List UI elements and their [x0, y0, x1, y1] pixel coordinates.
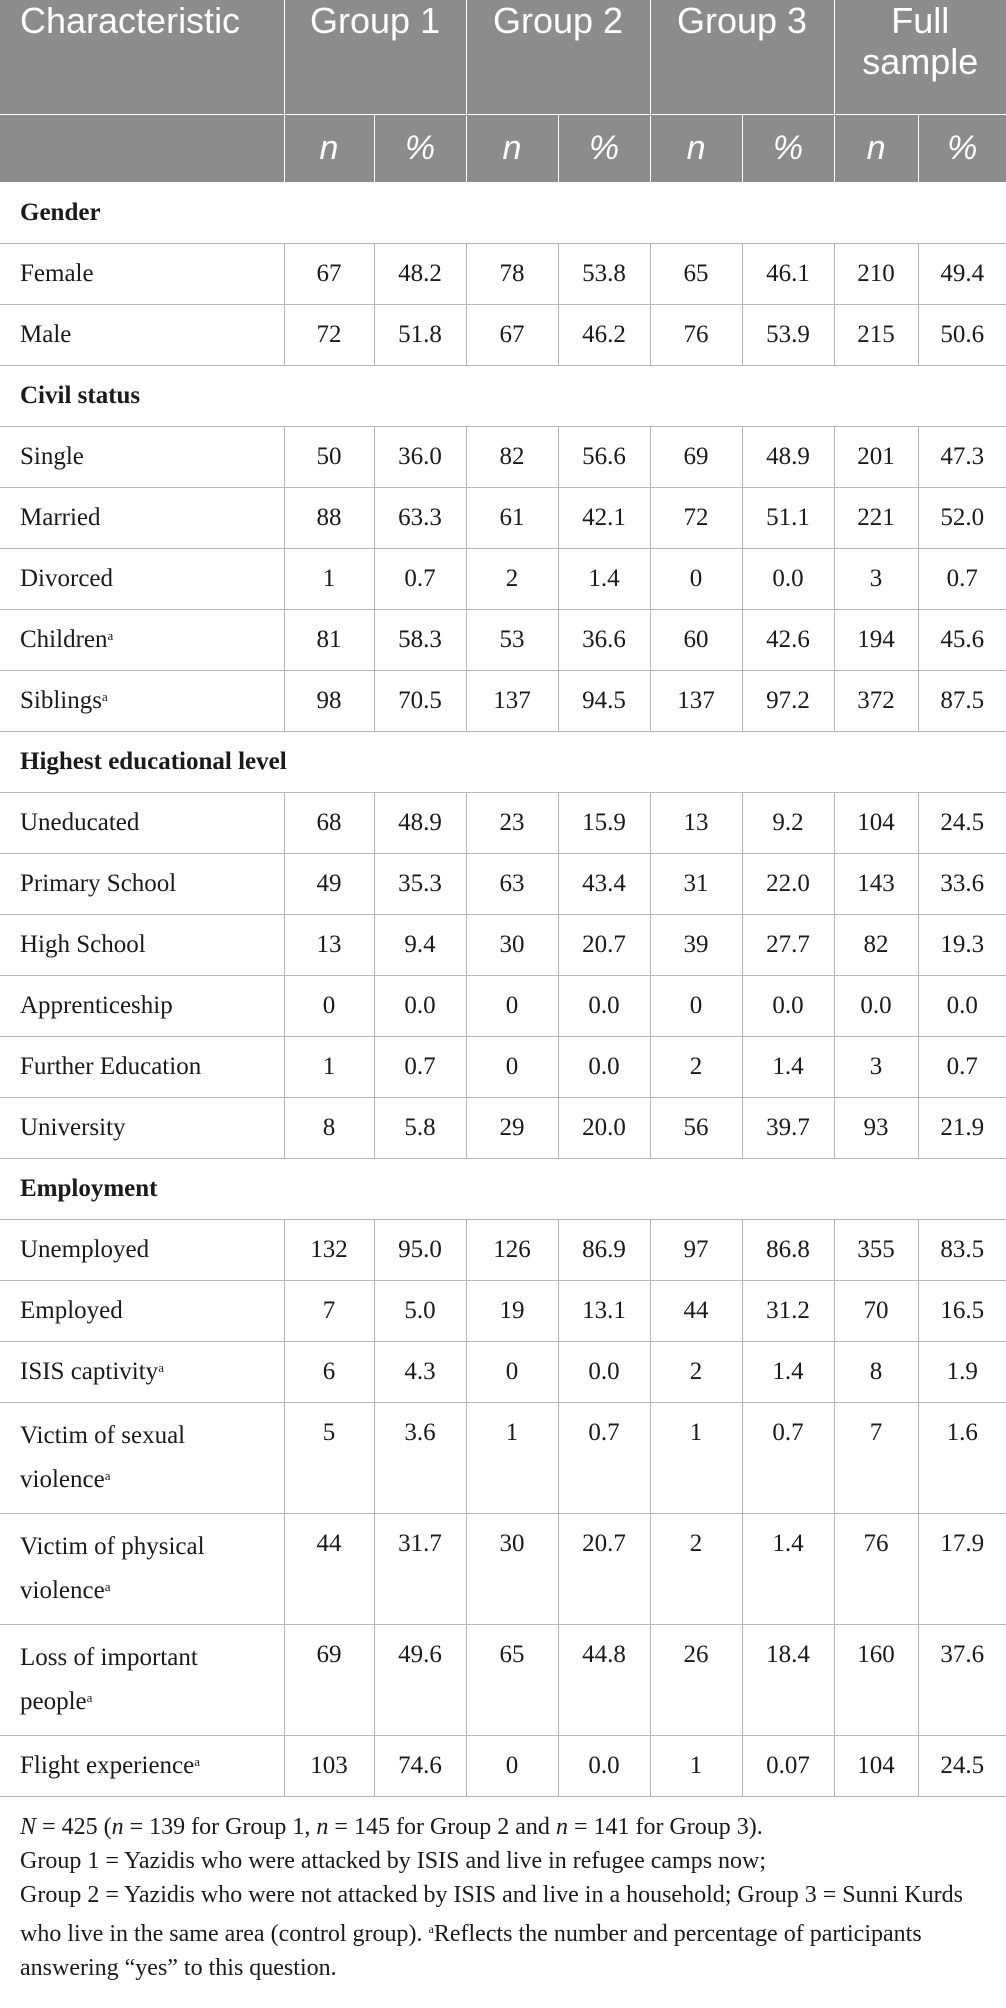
- count-cell: 72: [650, 487, 742, 548]
- row-label: [0, 670, 284, 731]
- count-cell: 78: [466, 243, 558, 304]
- count-cell: 104: [834, 792, 918, 853]
- count-cell: 53: [466, 609, 558, 670]
- percent-cell: 3.6: [374, 1402, 466, 1513]
- count-cell: 0: [466, 1735, 558, 1796]
- count-cell: 69: [650, 426, 742, 487]
- table-row: [0, 853, 1006, 914]
- row-label: [0, 243, 284, 304]
- table-row: [0, 548, 1006, 609]
- characteristic-header: Characteristic: [0, 0, 284, 114]
- percent-cell: 52.0: [918, 487, 1006, 548]
- footnote-marker: a: [107, 627, 114, 643]
- count-cell: 2: [650, 1341, 742, 1402]
- count-cell: 194: [834, 609, 918, 670]
- count-cell: 81: [284, 609, 374, 670]
- count-cell: 60: [650, 609, 742, 670]
- count-cell: 0: [650, 548, 742, 609]
- percent-cell: 24.5: [918, 1735, 1006, 1796]
- percent-cell: 5.8: [374, 1097, 466, 1158]
- footnote-group1-definition: Group 1 = Yazidis who were attacked by ISIS and live in refugee camps now;: [20, 1848, 767, 1874]
- count-cell: 49: [284, 853, 374, 914]
- row-label: [0, 1341, 284, 1402]
- percent-cell: 50.6: [918, 304, 1006, 365]
- footnote-marker: a: [86, 1689, 93, 1705]
- row-label-text: Flight experience: [20, 1751, 195, 1779]
- group1-header: Group 1: [284, 0, 466, 114]
- footnote-sample-size: N = 425 (n = 139 for Group 1, n = 145 for Group 2 and n = 141 for Group 3).: [20, 1814, 763, 1840]
- percent-cell: 87.5: [918, 670, 1006, 731]
- count-cell: 7: [834, 1402, 918, 1513]
- count-cell: 372: [834, 670, 918, 731]
- n-header: n: [466, 114, 558, 182]
- row-label: [0, 853, 284, 914]
- percent-cell: 39.7: [742, 1097, 834, 1158]
- percent-cell: 42.1: [558, 487, 650, 548]
- row-label: [0, 426, 284, 487]
- percent-cell: 0.07: [742, 1735, 834, 1796]
- section-header-row: [0, 182, 1006, 243]
- table-body: [0, 182, 1006, 1796]
- percent-cell: 51.1: [742, 487, 834, 548]
- count-cell: 13: [650, 792, 742, 853]
- percent-cell: 0.0: [558, 975, 650, 1036]
- section-header-row: [0, 365, 1006, 426]
- percent-cell: 74.6: [374, 1735, 466, 1796]
- row-label: [0, 609, 284, 670]
- count-cell: 0: [466, 1036, 558, 1097]
- count-cell: 104: [834, 1735, 918, 1796]
- header-row-subcolumns: [0, 114, 1006, 182]
- percent-cell: 16.5: [918, 1280, 1006, 1341]
- table-row: [0, 1402, 1006, 1513]
- count-cell: 8: [834, 1341, 918, 1402]
- percent-cell: 4.3: [374, 1341, 466, 1402]
- section-title: Highest educational level: [0, 731, 1006, 792]
- count-cell: 6: [284, 1341, 374, 1402]
- percent-cell: 0.0: [558, 1735, 650, 1796]
- percent-cell: 27.7: [742, 914, 834, 975]
- n-header: n: [284, 114, 374, 182]
- percent-cell: 20.7: [558, 914, 650, 975]
- row-label: [0, 548, 284, 609]
- count-cell: 5: [284, 1402, 374, 1513]
- count-cell: 8: [284, 1097, 374, 1158]
- count-cell: 3: [834, 548, 918, 609]
- row-label-text: Children: [20, 625, 108, 653]
- percent-cell: 46.2: [558, 304, 650, 365]
- percent-cell: 53.9: [742, 304, 834, 365]
- count-cell: 1: [284, 1036, 374, 1097]
- percent-cell: 17.9: [918, 1513, 1006, 1624]
- footnote-marker: a: [104, 1578, 111, 1594]
- count-cell: 2: [466, 548, 558, 609]
- footnote-marker: a: [104, 1467, 111, 1483]
- percent-cell: 1.4: [742, 1341, 834, 1402]
- percent-header: %: [374, 114, 466, 182]
- percent-cell: 36.0: [374, 426, 466, 487]
- percent-cell: 1.9: [918, 1341, 1006, 1402]
- row-label-text: Employed: [20, 1296, 123, 1324]
- count-cell: 31: [650, 853, 742, 914]
- row-label-text: Single: [20, 442, 84, 470]
- count-cell: 88: [284, 487, 374, 548]
- percent-cell: 0.0: [374, 975, 466, 1036]
- percent-cell: 20.0: [558, 1097, 650, 1158]
- footnote-marker: a: [101, 688, 108, 704]
- row-label-line2: violence: [20, 1576, 105, 1604]
- row-label: [0, 792, 284, 853]
- n-header: n: [834, 114, 918, 182]
- count-cell: 67: [466, 304, 558, 365]
- percent-cell: 20.7: [558, 1513, 650, 1624]
- percent-cell: 53.8: [558, 243, 650, 304]
- count-cell: 1: [650, 1735, 742, 1796]
- count-cell: 0: [466, 1341, 558, 1402]
- percent-cell: 48.2: [374, 243, 466, 304]
- row-label-text: Apprenticeship: [20, 991, 173, 1019]
- table-row: [0, 975, 1006, 1036]
- percent-cell: 48.9: [374, 792, 466, 853]
- percent-cell: 15.9: [558, 792, 650, 853]
- percent-cell: 0.7: [374, 1036, 466, 1097]
- table-row: [0, 304, 1006, 365]
- count-cell: 26: [650, 1624, 742, 1735]
- percent-cell: 0.0: [742, 548, 834, 609]
- percent-cell: 36.6: [558, 609, 650, 670]
- count-cell: 50: [284, 426, 374, 487]
- count-cell: 65: [650, 243, 742, 304]
- table-row: [0, 914, 1006, 975]
- row-label: [0, 1097, 284, 1158]
- row-label-line1: Victim of sexual: [20, 1421, 186, 1449]
- count-cell: 0: [284, 975, 374, 1036]
- count-cell: 0.0: [834, 975, 918, 1036]
- count-cell: 44: [284, 1513, 374, 1624]
- count-cell: 13: [284, 914, 374, 975]
- row-label: [0, 1219, 284, 1280]
- group3-header: Group 3: [650, 0, 834, 114]
- percent-cell: 86.8: [742, 1219, 834, 1280]
- percent-cell: 33.6: [918, 853, 1006, 914]
- percent-cell: 1.4: [742, 1513, 834, 1624]
- count-cell: 2: [650, 1513, 742, 1624]
- percent-cell: 45.6: [918, 609, 1006, 670]
- count-cell: 63: [466, 853, 558, 914]
- header-row-groups: [0, 0, 1006, 114]
- row-label-line2: people: [20, 1687, 87, 1715]
- percent-cell: 51.8: [374, 304, 466, 365]
- table-row: [0, 609, 1006, 670]
- table-row: [0, 1624, 1006, 1735]
- percent-cell: 86.9: [558, 1219, 650, 1280]
- count-cell: 98: [284, 670, 374, 731]
- section-title: Employment: [0, 1158, 1006, 1219]
- row-label: [0, 1280, 284, 1341]
- table-row: [0, 1097, 1006, 1158]
- percent-cell: 44.8: [558, 1624, 650, 1735]
- percent-cell: 0.7: [374, 548, 466, 609]
- count-cell: 69: [284, 1624, 374, 1735]
- percent-header: %: [918, 114, 1006, 182]
- percent-cell: 31.7: [374, 1513, 466, 1624]
- table-row: [0, 1513, 1006, 1624]
- count-cell: 61: [466, 487, 558, 548]
- percent-header: %: [742, 114, 834, 182]
- count-cell: 143: [834, 853, 918, 914]
- percent-cell: 5.0: [374, 1280, 466, 1341]
- count-cell: 103: [284, 1735, 374, 1796]
- percent-cell: 43.4: [558, 853, 650, 914]
- percent-cell: 0.0: [558, 1036, 650, 1097]
- row-label-text: High School: [20, 930, 146, 958]
- table-row: [0, 487, 1006, 548]
- count-cell: 210: [834, 243, 918, 304]
- section-header-row: [0, 1158, 1006, 1219]
- percent-cell: 37.6: [918, 1624, 1006, 1735]
- n-header: n: [650, 114, 742, 182]
- percent-cell: 49.4: [918, 243, 1006, 304]
- percent-cell: 22.0: [742, 853, 834, 914]
- group2-header: Group 2: [466, 0, 650, 114]
- row-label-text: ISIS captivity: [20, 1357, 159, 1385]
- percent-header: %: [558, 114, 650, 182]
- percent-cell: 19.3: [918, 914, 1006, 975]
- row-label-text: Siblings: [20, 686, 102, 714]
- count-cell: 355: [834, 1219, 918, 1280]
- percent-cell: 0.0: [918, 975, 1006, 1036]
- percent-cell: 1.6: [918, 1402, 1006, 1513]
- percent-cell: 0.0: [558, 1341, 650, 1402]
- count-cell: 82: [466, 426, 558, 487]
- row-label-text: Female: [20, 259, 94, 287]
- row-label-text: Uneducated: [20, 808, 140, 836]
- count-cell: 1: [466, 1402, 558, 1513]
- table-row: [0, 670, 1006, 731]
- count-cell: 19: [466, 1280, 558, 1341]
- percent-cell: 13.1: [558, 1280, 650, 1341]
- percent-cell: 42.6: [742, 609, 834, 670]
- percent-cell: 35.3: [374, 853, 466, 914]
- count-cell: 126: [466, 1219, 558, 1280]
- percent-cell: 70.5: [374, 670, 466, 731]
- percent-cell: 0.7: [918, 1036, 1006, 1097]
- count-cell: 1: [650, 1402, 742, 1513]
- count-cell: 23: [466, 792, 558, 853]
- row-label-line1: Victim of physical: [20, 1532, 205, 1560]
- count-cell: 68: [284, 792, 374, 853]
- count-cell: 137: [466, 670, 558, 731]
- row-label-text: Unemployed: [20, 1235, 150, 1263]
- count-cell: 137: [650, 670, 742, 731]
- row-label-text: Married: [20, 503, 101, 531]
- count-cell: 1: [284, 548, 374, 609]
- percent-cell: 48.9: [742, 426, 834, 487]
- row-label: [0, 1036, 284, 1097]
- percent-cell: 24.5: [918, 792, 1006, 853]
- percent-cell: 21.9: [918, 1097, 1006, 1158]
- table-row: [0, 1036, 1006, 1097]
- count-cell: 93: [834, 1097, 918, 1158]
- percent-cell: 46.1: [742, 243, 834, 304]
- percent-cell: 1.4: [558, 548, 650, 609]
- count-cell: 201: [834, 426, 918, 487]
- count-cell: 97: [650, 1219, 742, 1280]
- percent-cell: 58.3: [374, 609, 466, 670]
- section-title: Gender: [0, 182, 1006, 243]
- percent-cell: 0.7: [918, 548, 1006, 609]
- section-title: Civil status: [0, 365, 1006, 426]
- percent-cell: 94.5: [558, 670, 650, 731]
- table-row: [0, 1219, 1006, 1280]
- count-cell: 44: [650, 1280, 742, 1341]
- table-row: [0, 243, 1006, 304]
- count-cell: 0: [650, 975, 742, 1036]
- count-cell: 221: [834, 487, 918, 548]
- row-label-text: Primary School: [20, 869, 177, 897]
- row-label: [0, 975, 284, 1036]
- count-cell: 72: [284, 304, 374, 365]
- row-label: [0, 487, 284, 548]
- table-row: [0, 426, 1006, 487]
- percent-cell: 0.7: [558, 1402, 650, 1513]
- percent-cell: 49.6: [374, 1624, 466, 1735]
- footnote-marker: a: [158, 1359, 164, 1375]
- count-cell: 39: [650, 914, 742, 975]
- row-label-text: University: [20, 1113, 126, 1141]
- count-cell: 0: [466, 975, 558, 1036]
- count-cell: 160: [834, 1624, 918, 1735]
- count-cell: 30: [466, 1513, 558, 1624]
- count-cell: 132: [284, 1219, 374, 1280]
- row-label-text: Male: [20, 320, 72, 348]
- table-row: [0, 1341, 1006, 1402]
- count-cell: 2: [650, 1036, 742, 1097]
- table-row: [0, 1280, 1006, 1341]
- count-cell: 70: [834, 1280, 918, 1341]
- header-empty-cell: [0, 114, 284, 182]
- percent-cell: 1.4: [742, 1036, 834, 1097]
- row-label-line1: Loss of important: [20, 1643, 198, 1671]
- percent-cell: 0.7: [742, 1402, 834, 1513]
- row-label-text: Divorced: [20, 564, 114, 592]
- percent-cell: 83.5: [918, 1219, 1006, 1280]
- full-sample-header: Full sample: [834, 0, 1006, 114]
- count-cell: 30: [466, 914, 558, 975]
- table-row: [0, 1735, 1006, 1796]
- section-header-row: [0, 731, 1006, 792]
- percent-cell: 97.2: [742, 670, 834, 731]
- row-label: [0, 1402, 284, 1513]
- table-row: [0, 792, 1006, 853]
- percent-cell: 9.4: [374, 914, 466, 975]
- row-label-line2: violence: [20, 1465, 105, 1493]
- percent-cell: 56.6: [558, 426, 650, 487]
- row-label: [0, 1735, 284, 1796]
- count-cell: 82: [834, 914, 918, 975]
- row-label: [0, 1624, 284, 1735]
- footnote-marker: a: [194, 1753, 201, 1769]
- count-cell: 215: [834, 304, 918, 365]
- count-cell: 67: [284, 243, 374, 304]
- percent-cell: 31.2: [742, 1280, 834, 1341]
- count-cell: 29: [466, 1097, 558, 1158]
- row-label: [0, 304, 284, 365]
- row-label-text: Further Education: [20, 1052, 202, 1080]
- percent-cell: 95.0: [374, 1219, 466, 1280]
- percent-cell: 0.0: [742, 975, 834, 1036]
- count-cell: 56: [650, 1097, 742, 1158]
- count-cell: 76: [650, 304, 742, 365]
- count-cell: 7: [284, 1280, 374, 1341]
- percent-cell: 18.4: [742, 1624, 834, 1735]
- percent-cell: 47.3: [918, 426, 1006, 487]
- count-cell: 76: [834, 1513, 918, 1624]
- percent-cell: 9.2: [742, 792, 834, 853]
- percent-cell: 63.3: [374, 487, 466, 548]
- table-footnote: [20, 1810, 990, 1985]
- row-label: [0, 1513, 284, 1624]
- footnote-group2-3-definition: Group 2 = Yazidis who were not attacked by ISIS and live in a household; Group 3 = Sunni Kurds who live in the same area (control group). $^a$Reflects the number and percentage of participants answering “yes” to this question.: [20, 1882, 963, 1981]
- count-cell: 65: [466, 1624, 558, 1735]
- row-label: [0, 914, 284, 975]
- count-cell: 3: [834, 1036, 918, 1097]
